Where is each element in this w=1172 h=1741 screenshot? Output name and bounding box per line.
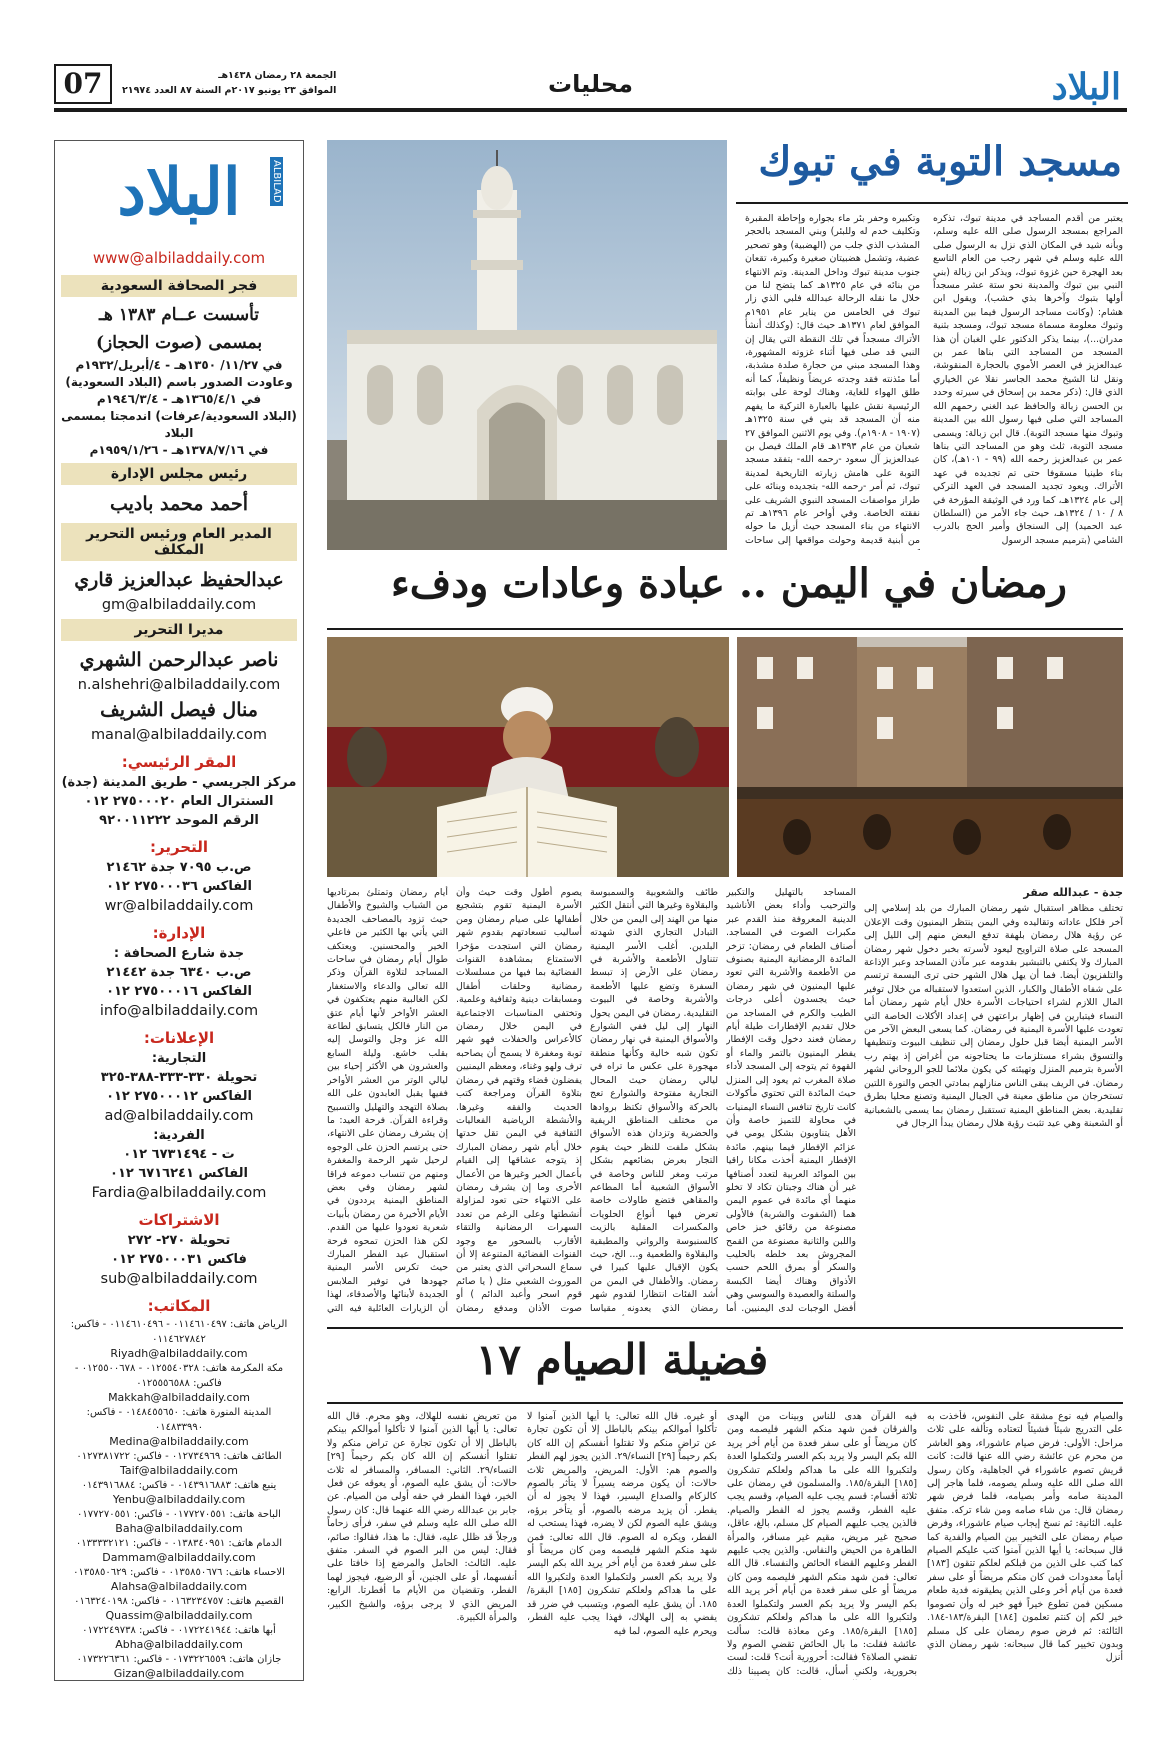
office-line: الدمام هاتف: ٠١٣٨٣٤٠٩٥١ - فاكس: ٠١٣٣٣٣٢١٢١ (75, 1538, 283, 1549)
masthead-logo: البلاد (117, 155, 241, 230)
date-hijri: الجمعة ٢٨ رمضان ١٤٣٨هـ (218, 70, 337, 81)
office-email[interactable]: Riyadh@albiladdaily.com (110, 1347, 248, 1360)
office-email[interactable]: Medina@albiladdaily.com (109, 1435, 249, 1448)
ads-line-5: ت - ٦٧٣١٤٩٤ ٠١٢ (123, 1147, 235, 1162)
office-item (61, 1565, 297, 1594)
subs-line-2: فاكس ٢٧٥٠٠٠٣١ ٠١٢ (111, 1252, 247, 1267)
article1-col-2: وتكبيره وحفر بئر ماء بجواره وإحاطة المقبرة وتكليف خدم له وللبئر) وبني المسجد بالحجر المشذب الذي جلب من (الهضبية) وهو تصحير عضبة، وتشمل هضبيتان صغيرة وكبيرة، تقعان جنوب مدينة تبوك وداخل المدينة. وتم الانتهاء من بنائه في عام ١٣٢٥هـ كما يتضح لنا من خلال ما نقله الرحالة عبدالله فلبي الذي زار تبوك في الخامس من يناير عام ١٩٥١م الموافق لعام ١٣٧١هـ حيث قال: (وكذلك أنشأ الأتراك مسجداً في تلك النقطة التي يقال إن النبي قد صلى فيها أثناء غزوته المشهورة، وهذا المسجد مبني من حجارة صلدة مشذبة، أما مئذنته فقد وجدته عريضاً ونظيفاً، كما أنه طلق الهواء للغاية، وهناك لوحة على بوابته الرئيسية نقش عليها بالعبارة التركية ما يفهم منه أن المسجد قد بني في سنة ١٣٢٥هـ (١٩٠٧ - ١٩٠٨م). وفي يوم الاثنين الموافق ٢٧ شعبان من عام ١٣٩٣هـ قام الملك فيصل بن عبدالعزيز آل سعود -رحمه الله- بتفقد مسجد التوبة على هامش زيارته التاريخية لمدينة تبوك، ثم أمر -رحمه الله- بتجديده وبنائه على طراز مواصفات المسجد النبوي الشريف على نفقته الخاصة. وفي أواخر عام ١٣٩٦هـ تم الانتهاء من بناء المسجد حيث أزيل ما حوله من أبنية قديمة وحولت مواقعها إلى ساحات (745, 213, 920, 546)
article2-col-3: طائف والشعوبية والسمبوسة والبقلاوة وغيرها التي أنتقل الكثير منها من الهند إلى اليمن من خلال التبادل التجاري الذي شهدته البلدين. أغلب الأسر اليمنية تتناول الأطعمة والأشربة في رمضان على الأرض إذ تبسط السفرة وتضع عليها الأطعمة والأشربة وخاصة في البيوت التقليدية. رمضان في اليمن يحول النهار إلى ليل ففي الشوارع والأسواق اليمنية في نهار رمضان تكون شبه خالية وكأنها منطقة مهجورة على عكس ما تراه في ليالي رمضان حيث المحال التجارية مفتوحة والشوارع تعج بالحركة والأسواق تكتظ بروادها من مختلف المناطق الريفية والحضرية وتزدان هذه الأسواق بشكل ملفت للنظر حيث يقوم التجار بعرض بضائعهم بشكل مرتب ومغر للناس وخاصة في الأسواق الشعبية أما المطاعم والمقاهي فتضع طاولات خاصة تعرض فيها أنواع الحلويات والمكسرات المقلية بالزيت كالسنبوسة والرواني والمطبقية والبقلاوة والطعمية و... الخ، حيث يكون الإقبال عليها كبيرا في رمضان. والأطفال في اليمن من أشد الفئات انتظارا لقدوم شهر رمضان الذي يعدونه مقياسا (590, 887, 718, 1314)
editorial-title: التحرير: (149, 838, 208, 856)
office-email[interactable]: Yenbu@albiladdaily.com (112, 1493, 246, 1506)
editor2-email[interactable]: manal@albiladdaily.com (90, 727, 268, 743)
page-header (54, 62, 1127, 112)
issue-dates (122, 68, 336, 98)
gm-email[interactable]: gm@albiladdaily.com (101, 597, 257, 613)
history-line-2: وعاودت الصدور باسم (البلاد السعودية) (65, 375, 293, 389)
office-item (61, 1449, 297, 1478)
article2-headline: رمضان في اليمن .. عبادة وعادات ودفء (390, 560, 1067, 607)
office-email[interactable]: Baha@albiladdaily.com (115, 1522, 243, 1535)
history-line-5: في ١٣٧٨/٧/١٦هـ - ١٩٥٩/١/٢٦م (89, 443, 269, 457)
founded-line-1: تأسست عــام ١٣٨٣ هـ (98, 305, 260, 325)
quran-reader-illustration (327, 637, 729, 877)
office-line: الطائف هاتف: ٠١٢٧٣٤٩٦٩ - فاكس: ٠١٢٧٣٨١٧٢٢ (76, 1451, 282, 1462)
office-item (61, 1478, 297, 1507)
ads-title: الإعلانات: (143, 1029, 215, 1047)
office-email[interactable]: Alahsa@albiladdaily.com (110, 1580, 248, 1593)
office-email[interactable]: Taif@albiladdaily.com (120, 1464, 238, 1477)
subs-title: الاشتراكات (138, 1211, 220, 1229)
founded-line-2: بمسمى (صوت الحجاز) (95, 333, 263, 353)
ads-line-1: التجارية: (151, 1051, 207, 1066)
gm-title: المدير العام ورئيس التحرير المكلف (61, 523, 297, 561)
ads-line-4: الفردية: (153, 1128, 205, 1143)
office-line: جازان هاتف: ٠١٧٣٢٢٦٥٥٩ - فاكس: ٠١٧٣٢٢٦٣٦١ (76, 1654, 282, 1665)
board-name: أحمد محمد باديب (109, 493, 249, 515)
offices-list (61, 1317, 297, 1681)
office-email[interactable]: Makkah@albiladdaily.com (108, 1391, 250, 1404)
editorial-line-1: ص.ب ٧٠٩٥ جدة ٢١٤٦٢ (106, 860, 252, 875)
editorial-email[interactable]: wr@albiladdaily.com (104, 898, 254, 914)
section-rule (327, 1327, 1123, 1329)
article2-col-5: أيام رمضان وتمتلئ بمرتاديها من الشباب والشيوخ والأطفال حيث تزود بالمصاحف الجديدة التي يأتي بها الكثير من فاعلي الخير والمحسنين. ويعتكف طوال أيام رمضان في ساحات المساجد لتلاوة القرآن وذكر الله تعالى والدعاء والاستغفار لكن الغالبية منهم يعتكفون في العشر الأواخر لأنها أيام عتق من النار فالكل يتسابق لطاعة الله عز وجل والتوسل إليه بقلب خاشع. وليلة السابع والعشرون هي الأكثر إحياء بين ليالي الوتر من العشر الأواخر ففيها يقبل العابدون على الله بصلاة التهجد والتهليل والتسبيح وقراءة القرآن. فرحة العيد: ما إن يشرف رمضان على الانتهاء، حتى يرتسم الحزن على الوجوه لرحيل شهر الرحمة والمغفرة ومنهم من تنساب دموعه فراقا لشهر رمضان وفي بعض المناطق اليمنية يرددون في الأيام الأخيرة من رمضان بأبيات شعرية تعودوا عليها من القدم. لكن هذا الحزن تمحوه فرحة استقبال عيد الفطر المبارك حيث تكرس الأسر اليمنية جهودها في توفير الملابس الجديدة لأبنائها والأصدقاء، لهذا أن الزيارات العائلية فيه التي (327, 887, 448, 1314)
office-email[interactable]: Dammam@albiladdaily.com (102, 1551, 256, 1564)
subs-email[interactable]: sub@albiladdaily.com (100, 1271, 258, 1287)
article1-col-1: يعتبر من أقدم المساجد في مدينة تبوك، تذكره المراجع بمسجد الرسول صلى الله عليه وسلم، وبأنه شيد في المكان الذي نزل به الرسول صلى الله عليه وسلم في شهر رجب من العام التاسع بعد الهجرة حين غزوة تبوك، ويذكر ابن زبالة (بني النبي بين تبوك والمدينة نحو ستة عشر مسجداً أولها بتبوك وآخرها بذي خشب)، ويقول ابن هشام: (وكانت مساجد الرسول فيما بين المدينة وتبوك معلومة مسماة مسجد تبوك، ومسجد بثنية مدران...)، بينما يذكر الدكتور علي الغبان أن هذا المسجد من المساجد التي بناها عمر بن عبدالعزيز في العصر الأموي بالحجارة المنقوشة، ونقل لنا الشيخ محمد الجاسر نقلا عن الخياري الذي قال: (ذكر محمد بن إسحاق في سيرته وحدد بن الحسن زبالة والحافظ عبد الغني رحمهم الله المساجد التي صلى فيها رسول الله بين المدينة وتبوك منها مسجد التوبة). قال ابن زبالة: ويسمى مسجد التوبة، ثلث وهو من المساجد التي بناها عمر بن عبدالعزيز رحمه الله (٩٩ - ١٠١هـ)، كان بناء طينيا مسقوفا حتى تم تجديده في عهد الأتراك. ويعود تجديد المسجد في العهد التركي إلى عام ١٣٢٤هـ، كما ورد في الوثيقة المؤرخة في ٨ / ١٠ / ١٣٢٤هـ، حيث جاء الأمر من (السلطان عبد الحميد) إلى السنجاق وأمير الحج بالدرب الشامي (بترميم مسجد الرسول (933, 213, 1123, 546)
office-item (61, 1652, 297, 1681)
office-item (61, 1361, 297, 1405)
office-line: الاحساء هاتف: ٠١٣٥٨٥٠٦٧٦ - فاكس: ٠١٣٥٨٥٠٦٢٩ (73, 1567, 285, 1578)
office-item (61, 1317, 297, 1361)
ads-email-2[interactable]: Fardia@albiladdaily.com (91, 1185, 267, 1201)
article3-col-3: أو غيره. قال الله تعالى: يا أيها الذين آمنوا لا تأكلوا أموالكم بينكم بالباطل إلا أن تكون تجارة عن تراض منكم ولا تقتلوا أنفسكم إن الله كان بكم رحيماً [٢٩] النساء/٢٩. الذين يجوز لهم الفطر والصوم هم: الأول: المريض، والمريض ثلاث حالات: أن يكون مرضه يسيراً لا يتأثر بالصوم كالزكام والصداع اليسير، فهذا لا يجوز له أن يفطر. أن يزيد مرضه بالصوم، أو يتأخر برؤه، ويشق عليه الصوم لكن لا يضره، فهذا يستحب له الفطر، ويكره له الصوم. قال الله تعالى: فمن شهد منكم الشهر فليصمه ومن كان مريضاً أو على سفر فعدة من أيام أخر يريد الله بكم اليسر ولا يريد بكم العسر ولتكملوا العدة ولتكبروا الله على ما هداكم ولعلكم تشكرون [١٨٥] البقرة/١٨٥. أن يشق عليه الصوم، ويتسبب في ضرر قد يفضي به إلى الهلاك، فهذا يجب عليه الفطر، ويحرم عليه الصوم، لما فيه (527, 1411, 717, 1637)
editors-title: مديرا التحرير (61, 619, 297, 641)
sanaa-market-photo (737, 637, 1123, 877)
editorial-line-2: الفاكس ٢٧٥٠٠٠٣٦ ٠١٢ (106, 879, 252, 894)
admin-email[interactable]: info@albiladdaily.com (99, 1003, 259, 1019)
masthead-logo-en: ALBILAD (270, 157, 283, 206)
article3-col-4: من تعريض نفسه للهلاك، وهو محرم. قال الله تعالى: يا أيها الذين آمنوا لا تأكلوا أموالكم بينكم بالباطل إلا أن تكون تجارة عن تراض منكم ولا تقتلوا أنفسكم إن الله كان بكم رحيماً [٢٩] النساء/٢٩. الثاني: المسافر، والمسافر له ثلاث حالات: أن يشق عليه الصوم، أو يعوقه عن فعل الخير، فهذا الفطر في حقه أولى من الصيام. عن جابر بن عبدالله رضي الله عنهما قال: كان رسول الله صلى الله عليه وسلم في سفر، فرأى زحاماً ورجلاً قد ظلل عليه، فقال: ما هذا، فقالوا: صائم، فقال: ليس من البر الصوم في السفر. متفق عليه. الثالث: الحامل والمرضع إذا خافتا على أنفسهما، أو على الجنين، أو الرضيع، فيجوز لهما الفطر، وتقضيان من الأيام ما أفطرتا. الرابع: المريض الذي لا يرجى برؤه، والشيخ الكبير، والمرأة الكبيرة. (327, 1411, 517, 1624)
header-logo: البلاد (1051, 66, 1121, 108)
office-item (61, 1507, 297, 1536)
office-line: أبها هاتف: ٠١٧٢٢٤١٩٤٤ - فاكس: ٠١٧٢٢٤٩٧٣٨ (82, 1625, 276, 1636)
history-line-3: في ١٣٦٥/٤/١هـ - ١٩٤٦/٣/٤م (96, 392, 262, 406)
article1-headline: مسجد التوبة في تبوك (758, 138, 1122, 185)
editor2-name: منال فيصل الشريف (100, 699, 258, 721)
article2-col-2: المساجد بالتهليل والتكبير والترحيب وأداء بعض الأناشيد الدينية المعروفة منذ القدم عبر مكبرات الصوت في المساجد. أصناف الطعام في رمضان: تزخر المائدة الرمضانية اليمنية بصنوف من الأطعمة والأشربة التي تعود عليها اليمنيون في شهر رمضان حيث يجسدون أعلى درجات الطيب والكرم في المساجد من خلال تقديم الإفطارات طيلة أيام رمضان فعند دخول وقت الإفطار يفطر اليمنيون بالتمر والماء أو القهوة ثم يتوجه إلى المسجد لأداء صلاة المغرب ثم يعود إلى المنزل حيث المائدة التي تحتوي مأكولات كانت تاريخ تنافس النساء اليمنيات في محاولة للتميز خاصة وأن الأهل يتناوبون بشكل يومي في عزائم الإفطار فيما بينهم. مائدة الإفطار اليمنية أخذت مكانا راقيا بين الموائد العربية لتعدد أصنافها غير أن هناك وجبتان تكاد لا تخلو منهما أي مائدة في عموم اليمن هما (الشفوت والشربة) فالأولى مصنوعة من رقائق خبز خاص واللبن والثانية مصنوعة من القمح المجروش بعد خلطه بالحليب والسكر أو بمرق اللحم حسب الأذواق وهناك أيضا الكبسة والسلتة والعصيدة والسوسي وهي أفضل الوجبات لدى اليمنيين. أما (726, 887, 856, 1314)
office-item (61, 1405, 297, 1449)
sanaa-market-illustration (737, 637, 1123, 877)
hq-line-1: مركز الجريسي - طريق المدينة (جدة) (61, 775, 297, 790)
article2-col-1-text: تختلف مظاهر استقبال شهر رمضان المبارك من بلد إسلامي إلى آخر فلكل عاداته وتقاليده وفي اليمن ينتظر اليمنيون وقت الإعلان عن رؤية هلال رمضان بلهفة تدفع البعض منهم إلى الليل إلى المسجد على صلاة التراويح ليعود لأسرته بخبر دخول شهر رمضان المبارك ولا يكتفي بالتبشير بقدومه عبر مآذن المساجد وعبر الإذاعة والتلفزيون أيضا. فما أن يهل هلال الشهر حتى ترى البسمة ترتسم على شفاه الأطفال والكبار، الذين استعدوا لاستقباله من خلال توفير المال اللازم لشراء احتياجات الأسرة خلال أيام شهر رمضان أما النساء فيتبارين في إظهار براعتهن في إعداد الأكلات الخاصة التي تعودت عليها الأسرة اليمنية في رمضان. كما يسعى البعض الآخر من الأسر اليمنية أيضا قبل حلول رمضان إلى تنظيف البيوت وتنظيفها والتسوق بشراء مستلزمات ما يحتاجونه من أغراض إذ يهتم رب الأسرة بترميم المنزل وتهيئته كي يكون ملائما للجو الروحاني لشهر رمضان. في الريف يبقى الناس منازلهم بمادتي الجص والنورة اللتين تستخرجان من مناطق معينة في الجبال اليمنية وتصنع محليا بطرق تقليدية. بعض المناطق اليمنية تستقبل رمضان بما يسمى بالشعبانية أو الشعبنة وهي عيد تثبت رؤية هلال رمضان يبدأ الرجال في (864, 903, 1123, 1129)
gm-name: عبدالحفيظ عبدالعزيز قاري (74, 569, 284, 591)
section-title: محليات (548, 70, 633, 98)
page-number: 07 (54, 64, 112, 104)
article3-col-1: والصيام فيه نوع مشقة على النفوس، فأخذت به على التدريج شيئاً فشيئاً لتعتاده وتألفه على ثلاث مراحل: الأولى: فرض صيام عاشوراء، وهو العاشر من محرم عن عائشة رضي الله عنها قالت: كانت قريش تصوم عاشوراء في الجاهلية، وكان رسول الله صلى الله عليه وسلم يصومه، فلما هاجر إلى المدينة صامه وأمر بصيامه، فلما فرض شهر رمضان قال: من شاء صامه ومن شاء تركه. متفق عليه. الثانية: ثم نسخ إيجاب صيام عاشوراء، وفرض صيام رمضان على التخيير بين الصيام والفدية كما قال سبحانه: يا أيها الذين آمنوا كتب عليكم الصيام كما كتب على الذين من قبلكم لعلكم تتقون [١٨٣] أياماً معدودات فمن كان منكم مريضاً أو على سفر فعدة من أيام أخر وعلى الذين يطيقونه فدية طعام مسكين فمن تطوع خيراً فهو خير له وأن تصوموا خير لكم إن كنتم تعلمون [١٨٤] البقرة/١٨٣-١٨٤. الثالثة: ثم فرض صوم رمضان على كل مسلم وبدون تخيير كما قال سبحانه: شهر رمضان الذي أنزل (927, 1411, 1123, 1664)
office-line: المدينة المنورة هاتف: ٠١٤٨٤٥٥٦٥٠ - فاكس: ٠١٤٨٣٣٩٩٠ (86, 1407, 272, 1433)
office-line: ينبع هاتف: ٠١٤٣٩١٦٨٨٣ - فاكس: ٠١٤٣٩١٦٨٨٤ (81, 1480, 277, 1491)
headline-rule (736, 202, 1128, 204)
headline-rule (327, 1402, 1123, 1404)
office-item (61, 1594, 297, 1623)
history-line-4: (البلاد السعودية/عرفات) اندمجتا بمسمى البلاد (61, 409, 297, 440)
article2-byline: جدة - عبدالله صقر (1023, 886, 1123, 899)
ads-line-2: تحويلة ٣٣٠-٣٣٣-٣٨٨-٣٢٥ (100, 1070, 258, 1085)
article2-col-1 (864, 886, 1123, 1316)
ads-line-6: الفاكس ٦٧١٦٢٤١ ٠١٢ (110, 1166, 248, 1181)
masthead-sidebar (54, 140, 304, 1681)
office-item (61, 1536, 297, 1565)
admin-line-1: جدة شارع الصحافة : (113, 946, 245, 961)
sidebar-logo (61, 147, 297, 247)
office-item (61, 1623, 297, 1652)
office-email[interactable]: Quassim@albiladdaily.com (105, 1609, 253, 1622)
offices-title: المكاتب: (147, 1297, 211, 1315)
admin-line-2: ص.ب ٦٣٤٠ جدة ٢١٤٤٢ (106, 965, 252, 980)
admin-line-3: الفاكس ٢٧٥٠٠٠١٦ ٠١٢ (106, 984, 252, 999)
board-title: رئيس مجلس الإدارة (61, 463, 297, 485)
office-email[interactable]: Abha@albiladdaily.com (115, 1638, 243, 1651)
office-line: الباحة هاتف: ٠١٧٧٢٧٠٥٥١ - فاكس: ٠١٧٧٢٧٠٥٥١ (77, 1509, 281, 1520)
mosque-photo (327, 140, 727, 550)
website-link[interactable]: www@albiladdaily.com (92, 249, 266, 267)
editor1-name: ناصر عبدالرحمن الشهري (79, 649, 279, 671)
subs-line-1: تحويلة ٢٧٠- ٢٧٢ (127, 1233, 231, 1248)
article3-headline: فضيلة الصيام ١٧ (475, 1335, 769, 1384)
article3-col-2: فيه القرآن هدى للناس وبينات من الهدى والفرقان فمن شهد منكم الشهر فليصمه ومن كان مريضاً أو على سفر فعدة من أيام أخر يريد الله بكم اليسر ولا يريد بكم العسر ولتكملوا العدة ولتكبروا الله على ما هداكم ولعلكم تشكرون [١٨٥] البقرة/١٨٥. والمسلمون في رمضان على ثلاثة أقسام: قسم يجب عليه الصيام، وقسم يجب عليه الفطر، وقسم يجوز له الفطر والصيام. فالذين يجب عليهم الصيام كل مسلم، بالغ، عاقل، صحيح غير مريض، مقيم غير مسافر، والمرأة الطاهرة من الحيض والنفاس. والذين يجب عليهم الفطر وعليهم القضاء الحائض والنفساء. قال الله تعالى: فمن شهد منكم الشهر فليصمه ومن كان مريضاً أو على سفر فعدة من أيام أخر يريد الله بكم اليسر ولا يريد بكم العسر ولتكملوا العدة ولتكبروا الله على ما هداكم ولعلكم تشكرون [١٨٥] البقرة/١٨٥. وعن معاذة قالت: سألت عائشة فقلت: ما بال الحائض تقضي الصوم ولا تقضي الصلاة؟ فقالت: أحرورية أنت؟ قلت: لست بحرورية، ولكني أسأل، قالت: كان يصيبنا ذلك (727, 1411, 917, 1677)
office-line: الرياض هاتف: ٠١١٤٦١٠٤٩٧ - ٠١١٤٦١٠٤٩٦ - فاكس: ٠١١٤٦٢٧٨٤٢ (70, 1319, 288, 1345)
history-line-1: في ١١/٢٧/ ١٣٥٠هـ - ٤/أبريل/١٩٣٢م (75, 358, 283, 372)
office-line: مكة المكرمة هاتف: ٠١٢٥٥٤٠٣٢٨ - ٠١٢٥٥٠٠٦٧٨ - فاكس: ٠١٢٥٥٥٦٥٨٨ (74, 1363, 284, 1389)
hq-line-3: الرقم الموحد ٩٢٠٠١١٢٢٢ (99, 813, 259, 828)
hq-title: المقر الرئيسي: (121, 753, 237, 771)
date-gregorian: الموافق ٢٣ يونيو ٢٠١٧م السنة ٨٧ العدد ٢١٩٧٤ (122, 85, 337, 96)
editor1-email[interactable]: n.alshehri@albiladdaily.com (77, 677, 281, 693)
office-email[interactable]: Gizan@albiladdaily.com (113, 1667, 245, 1680)
ads-line-3: الفاكس ٢٧٥٠٠٠١٢ ٠١٢ (106, 1089, 252, 1104)
mosque-illustration (327, 140, 727, 550)
ads-email[interactable]: ad@albiladdaily.com (104, 1108, 254, 1124)
admin-title: الإدارة: (152, 924, 206, 942)
quran-reader-photo (327, 637, 729, 877)
dawn-title: فجر الصحافة السعودية (61, 275, 297, 297)
article2-col-4: يصوم أطول وقت حيث وأن الأسرة اليمنية تقوم بتشجيع أطفالها على صيام رمضان ومن أساليب تسعادتهم بقدوم شهر رمضان التي استجدت مؤخرا الاستمتاع بمشاهدة القنوات الفضائية بما فيها من مسلسلات رمضانية وحلقات أطفال ومسابقات دينية وثقافية وعلمية. وتختفي المناسبات الاجتماعية في اليمن خلال رمضان كالأعراس والحفلات فهو شهر توبة ومغفرة لا يسمح أن يصاحبه ترف ولهو وغناء، ومعظم اليمنيين يفضلون قضاء وقتهم في رمضان بتلاوة القرآن ومراجعة كتب الحديث والفقه وغيرها. والأنشطة الرياضية الفعاليات الثقافية في اليمن تقل حدتها خلال أيام شهر رمضان المبارك إذ يتوجه عشاقها إلى القيام بأعمال الخير وغيرها من الأعمال الأخرى وما إن يشرف رمضان على الانتهاء حتى تعود لمزاولة أنشطتها وعلى الرغم من تعدد السهرات الرمضانية والتقاء الأقارب بالسحور مع وجود القنوات الفضائية المتنوعة إلا أن سماع السحراتي الذي يعتبر من الموروث الشعبي مثل ( يا صائم قوم اسحر وأعبد الدائم ) أو صوت الأذان ومدفع رمضان (456, 887, 582, 1314)
hq-line-2: السنترال العام ٢٧٥٠٠٠٢٠ ٠١٢ (84, 794, 274, 809)
office-line: القصيم هاتف: ٠١٦٣٢٣٤٧٥٧ - فاكس: ٠١٦٣٢٤٠١٩٨ (74, 1596, 284, 1607)
headline-rule (327, 628, 1123, 630)
